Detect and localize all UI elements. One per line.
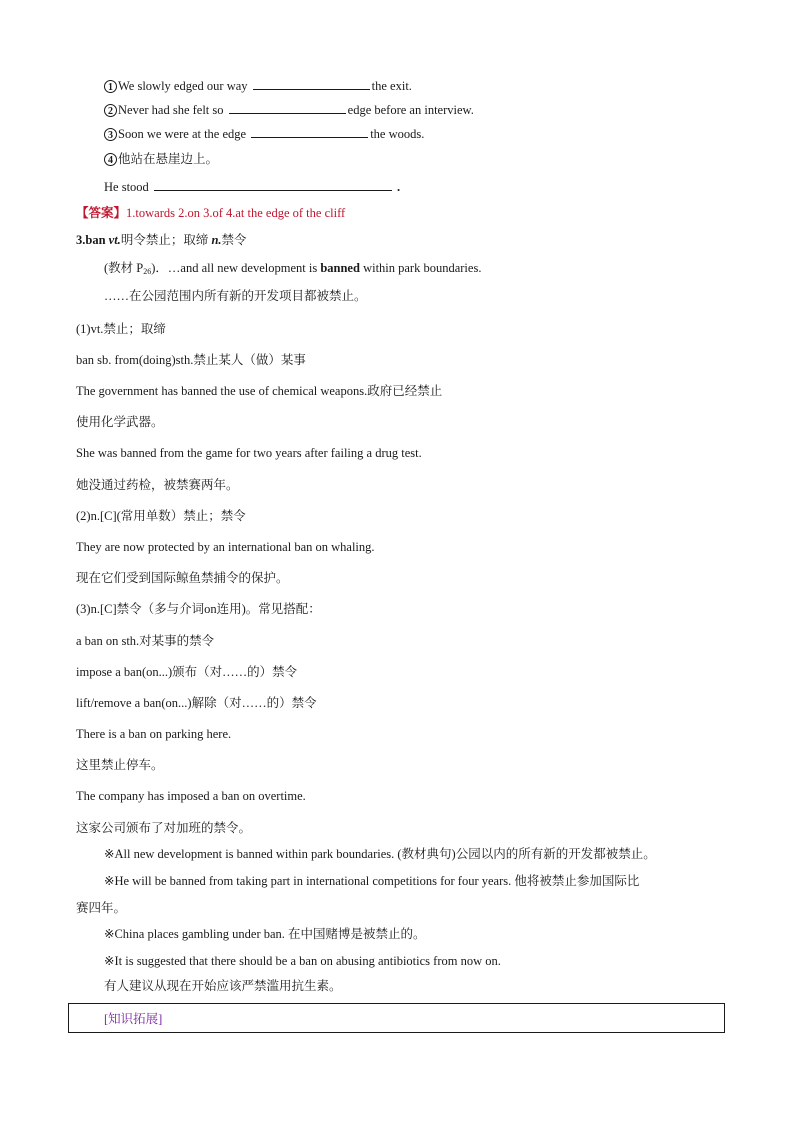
extra-example: ※It is suggested that there should be a ban on abusing antibiotics from now on. (104, 954, 501, 968)
answer-line (76, 205, 345, 221)
collocation-line: lift/remove a ban(on...)解除（对……的）禁令 (76, 696, 317, 710)
knowledge-extension-box (68, 1003, 725, 1033)
item-text-before: Never had she felt so (118, 103, 224, 117)
extra-example-continued: 赛四年。 (76, 901, 127, 915)
answer-blank[interactable] (229, 101, 346, 114)
circled-number: 2 (104, 104, 117, 117)
textbook-sentence: …and all new development is (167, 261, 321, 275)
extra-example: ※All new development is banned within park boundaries. (教材典句)公园以内的所有新的开发都被禁止。 (104, 847, 656, 861)
entry-pos: vt. (108, 233, 121, 247)
entry-pos: n. (211, 233, 222, 247)
entry-definition: 明令禁止；取缔 (120, 233, 209, 247)
knowledge-extension-label: [知识拓展] (104, 1012, 163, 1026)
item-text-after: edge before an interview. (347, 103, 474, 117)
example-sentence: There is a ban on parking here. (76, 727, 232, 741)
example-sentence: The company has imposed a ban on overtime. (76, 789, 306, 803)
collocation-line: ban sb. from(doing)sth.禁止某人（做）某事 (76, 353, 306, 367)
textbook-example (104, 260, 481, 280)
example-translation: 这里禁止停车。 (76, 758, 164, 772)
textbook-sentence: within park boundaries. (359, 261, 482, 275)
answer-blank[interactable] (154, 178, 392, 191)
exercise-item-5 (104, 178, 400, 195)
collocation-line: impose a ban(on...)颁布（对……的）禁令 (76, 665, 298, 679)
example-translation: 她没通过药检，被禁赛两年。 (76, 478, 239, 492)
example-translation: 现在它们受到国际鲸鱼禁捕令的保护。 (76, 571, 289, 585)
item-text-after: the woods. (370, 127, 425, 141)
textbook-ref-prefix: (教材 P (104, 261, 144, 275)
textbook-bold-word: banned (320, 261, 360, 275)
item-prefix: He stood (104, 180, 149, 194)
example-translation: 这家公司颁布了对加班的禁令。 (76, 821, 252, 835)
circled-number: 4 (104, 153, 117, 166)
example-sentence: The government has banned the use of chemical weapons.政府已经禁止 (76, 384, 443, 398)
textbook-translation: ……在公园范围内所有新的开发项目都被禁止。 (104, 289, 367, 303)
entry-number: 3. (76, 233, 86, 247)
sense-heading: (1)vt.禁止；取缔 (76, 322, 166, 336)
example-translation: 使用化学武器。 (76, 415, 164, 429)
example-sentence: They are now protected by an international ban on whaling. (76, 540, 375, 554)
exercise-item-1 (104, 77, 412, 94)
circled-number: 1 (104, 80, 117, 93)
item-suffix: . (397, 180, 401, 194)
entry-word: ban (85, 233, 106, 247)
item-text-after: the exit. (371, 79, 412, 93)
example-sentence: She was banned from the game for two years after failing a drug test. (76, 446, 422, 460)
circled-number: 3 (104, 128, 117, 141)
answer-blank[interactable] (251, 125, 368, 138)
exercise-item-4 (104, 151, 218, 167)
answer-label: 【答案】 (76, 206, 127, 220)
item-text-before: Soon we were at the edge (118, 127, 247, 141)
extra-example: ※He will be banned from taking part in international competitions for four years. 他将被禁止参加国际比 (104, 874, 640, 888)
item-text-before: 他站在悬崖边上。 (118, 152, 219, 166)
item-text-before: We slowly edged our way (118, 79, 248, 93)
sense-heading: (2)n.[C](常用单数）禁止；禁令 (76, 509, 246, 523)
textbook-ref-suffix: )． (151, 261, 168, 275)
exercise-item-3 (104, 125, 424, 142)
answer-text: 1.towards 2.on 3.of 4.at the edge of the cliff (126, 206, 346, 220)
sense-heading: (3)n.[C]禁令（多与介词on连用)。常见搭配： (76, 602, 321, 616)
textbook-page: 26 (143, 267, 152, 276)
collocation-line: a ban on sth.对某事的禁令 (76, 634, 215, 648)
answer-blank[interactable] (253, 77, 370, 90)
extra-example: ※China places gambling under ban. 在中国赌博是被禁止的。 (104, 927, 426, 941)
entry-definition: 禁令 (221, 233, 247, 247)
extra-example-translation: 有人建议从现在开始应该严禁滥用抗生素。 (104, 979, 342, 993)
exercise-item-2 (104, 101, 474, 118)
entry-heading (76, 232, 247, 248)
